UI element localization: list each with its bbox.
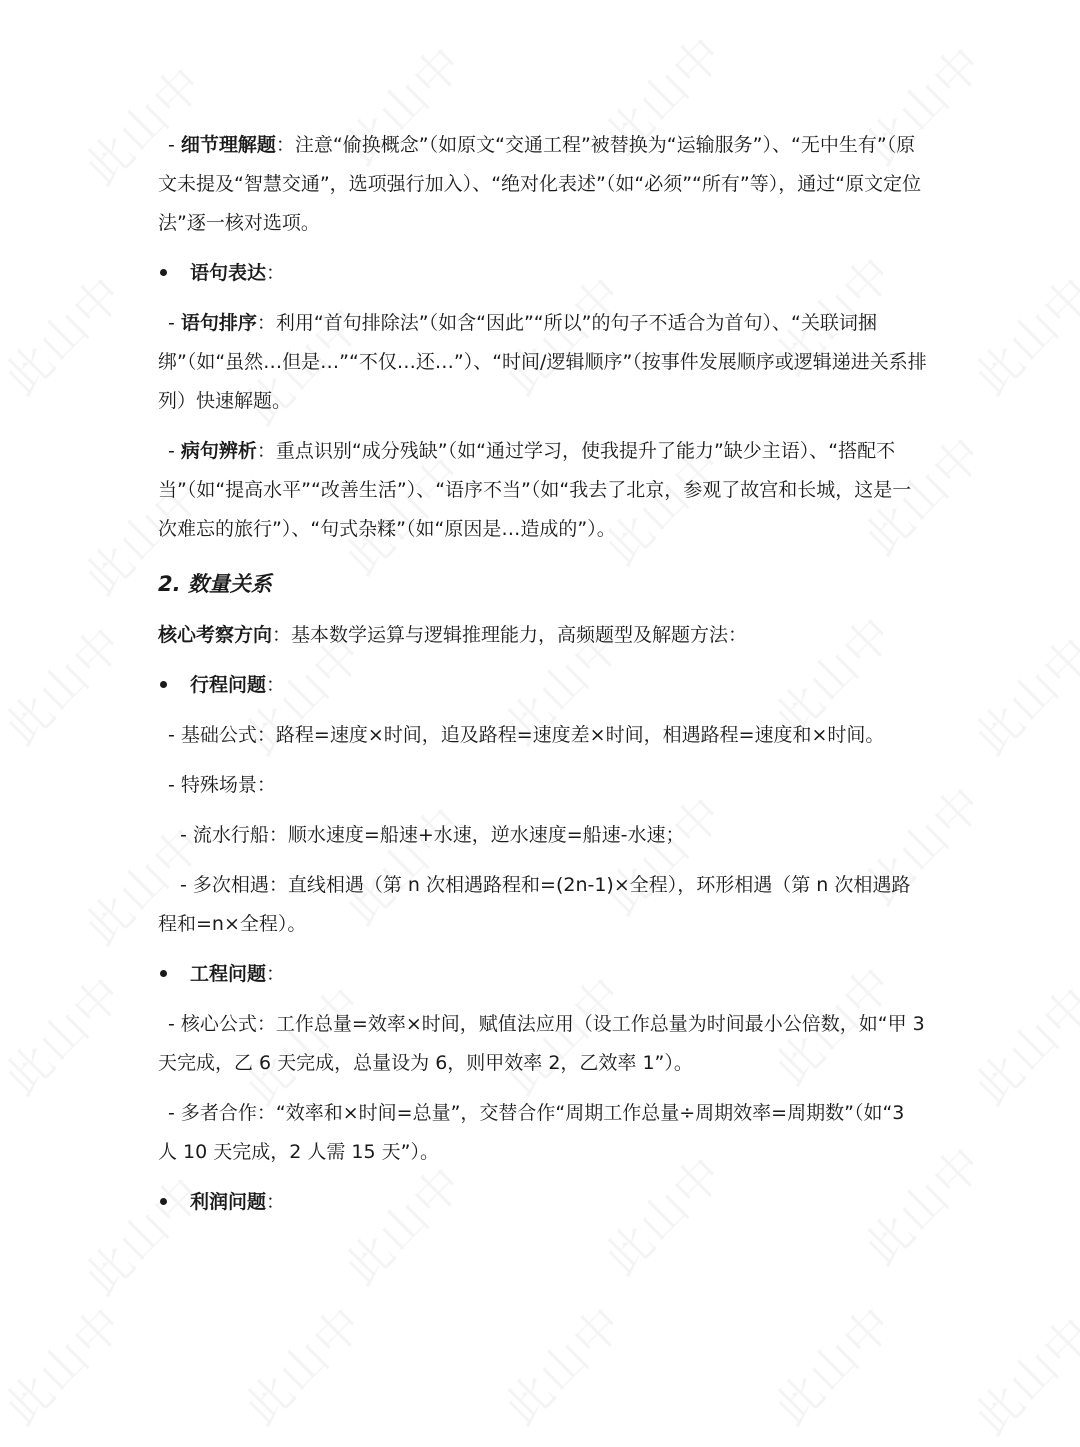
label-sentence-ordering: 语句排序 <box>180 312 257 334</box>
paragraph-sentence-ordering <box>158 304 928 421</box>
label-faulty-sentence: 病句辨析 <box>180 440 257 462</box>
bullet-travel-problems <box>158 666 928 705</box>
watermark <box>958 619 1080 767</box>
label-core-direction: 核心考察方向 <box>158 624 273 646</box>
dash: - <box>168 134 181 156</box>
bullet-colon: ： <box>266 963 286 985</box>
watermark <box>0 959 136 1107</box>
bullet-dot-icon <box>160 970 167 977</box>
text-core-direction: ：基本数学运算与逻辑推理能力，高频题型及解题方法： <box>272 624 748 646</box>
bullet-work-problems <box>158 955 928 994</box>
paragraph-special-scenarios: - 特殊场景： <box>168 774 276 796</box>
watermark <box>228 1289 376 1437</box>
paragraph-multi-cooperation: - 多者合作：“效率和×时间=总量”，交替合作“周期工作总量÷周期效率=周期数”（如“3 人 10 天完成，2 人需 15 天”）。 <box>158 1102 905 1163</box>
bullet-label: 语句表达 <box>190 262 267 284</box>
bullet-label: 行程问题 <box>190 674 267 696</box>
paragraph-work-core-formula: - 核心公式：工作总量=效率×时间，赋值法应用（设工作总量为时间最小公倍数，如“甲 3 天完成，乙 6 天完成，总量设为 6，则甲效率 2，乙效率 1”）。 <box>158 1013 925 1074</box>
dash: - <box>168 440 181 462</box>
paragraph-boat-current: - 流水行船：顺水速度=船速+水速，逆水速度=船速-水速； <box>180 824 685 846</box>
paragraph-multiple-meetings: - 多次相遇：直线相遇（第 n 次相遇路程和=(2n-1)×全程），环形相遇（第 n 次相遇路程和=n×全程）。 <box>158 874 911 935</box>
bullet-dot-icon <box>160 681 167 688</box>
bullet-colon: ： <box>266 1191 286 1213</box>
section-heading: 2. 数量关系 <box>158 572 272 596</box>
bullet-label: 利润问题 <box>190 1191 267 1213</box>
paragraph-core-direction <box>158 616 928 655</box>
watermark <box>958 259 1080 407</box>
paragraph-faulty-sentence <box>158 432 928 549</box>
label-detail-comprehension: 细节理解题 <box>180 134 276 156</box>
watermark <box>0 609 136 757</box>
watermark <box>488 1289 636 1437</box>
bullet-colon: ： <box>266 674 286 696</box>
bullet-sentence-expression <box>158 254 928 293</box>
watermark <box>958 969 1080 1117</box>
bullet-colon: ： <box>266 262 286 284</box>
watermark <box>758 1289 906 1437</box>
bullet-label: 工程问题 <box>190 963 267 985</box>
paragraph-basic-formula: - 基础公式：路程=速度×时间，追及路程=速度差×时间，相遇路程=速度和×时间。 <box>168 724 885 746</box>
paragraph-detail-comprehension <box>158 126 928 243</box>
watermark <box>0 1289 136 1437</box>
text-sentence-ordering: ：利用“首句排除法”（如含“因此”“所以”的句子不适合为首句）、“关联词捆绑”（如“虽然…但是…”“不仅…还…”）、“时间/逻辑顺序”（按事件发展顺序或逻辑递进关系排列）快速解题。 <box>158 312 927 412</box>
text-faulty-sentence: ：重点识别“成分残缺”（如“通过学习，使我提升了能力”缺少主语）、“搭配不当”（如“提高水平”“改善生活”）、“语序不当”（如“我去了北京，参观了故宫和长城，这是一次难忘的旅行”）、“句式杂糅”（如“原因是…造成的”）。 <box>158 440 912 540</box>
watermark <box>958 1299 1080 1447</box>
watermark <box>0 259 136 407</box>
text-detail-comprehension: ：注意“偷换概念”（如原文“交通工程”被替换为“运输服务”）、“无中生有”（原文未提及“智慧交通”，选项强行加入）、“绝对化表述”（如“必须”“所有”等），通过“原文定位法”逐一核对选项。 <box>158 134 922 234</box>
bullet-dot-icon <box>160 269 167 276</box>
bullet-dot-icon <box>160 1198 167 1205</box>
dash: - <box>168 312 181 334</box>
document-body <box>158 126 928 1233</box>
bullet-profit-problems <box>158 1183 928 1222</box>
